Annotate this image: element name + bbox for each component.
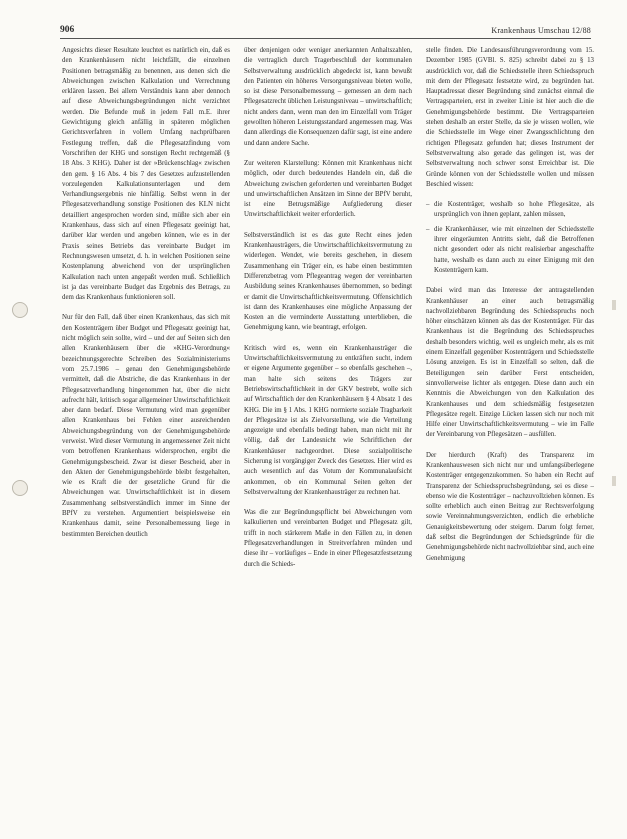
punch-hole [12,480,28,496]
paragraph: Kritisch wird es, wenn ein Krankenhausträger die Unwirtschaftlichkeitsvermutung zu entkräften sucht, indem er eigene Argumente gegenüber – so ebenfalls geschehen –, man halte sich seitens des Trägers zur Betriebswirtschaftlichkeit in der GKV bestrebt, wolle sich auf Wirtschaftlich der den Krankenhäusern § 4 Absatz 1 des KHG. Die im § 1 Abs. 1 KHG normierte soziale Tragbarkeit der Pflegesätze ist als Zielvorstellung, wie die Verteilung angezeigte und ebenfalls bedingt haben, man nicht mit ihr völlig, daß der Landesnicht wie Schriftlichen der Krankenhäuser nachgeordnet. Diese sozialpolitische Sicherung ist vorgängiger Zweck des Gesetzes. Hier wird es auch wesentlich auf das Votum der Kommunalaufsicht ankommen, ob ein Kommunal Seiten gelten der Selbstverwaltung der Krankenhausträger zu rechnen hat. [244,344,412,496]
paragraph: Selbstverständlich ist es das gute Recht eines jeden Krankenhausträgers, die Unwirtschaftlichkeitsvermutung zu widerlegen. Wendet, wie bereits geschehen, in diesem Zusammenhang ein Träger ein, es habe einen bestimmten Differenzbetrag vom Pflegeantrag wegen der vereinbarten Ausbildung seines Krankenhauses übernommen, so bedingt er damit die Unwirtschaftlichkeitsvermutung. Offensichtlich ist dann des Krankenhauses eine mögliche Anpassung der Kosten an die verminderte Ausstattung unterblieben, die Genehmigung kann, wie beantragt, erfolgen. [244,231,412,332]
text-column-2 [244,46,412,570]
bullet-list [426,200,594,276]
paragraph: Zur weiteren Klarstellung: Können mit Krankenhaus nicht möglich, oder durch bedeutendes Handeln ein, daß die Abweichung zwischen geforderten und vereinbarten Budget und unwirtschaftlichen Ansätzen im Sinne der BPfV beruht, ist eine Betrugsmäßige Aufgliederung dieser Unwirtschaftlichkeit weiter erforderlich. [244,159,412,219]
page-header [60,20,591,39]
page-number: 906 [60,25,75,35]
text-column-3 [426,46,594,564]
paragraph: Dabei wird man das Interesse der antragstellenden Krankenhäuser an einer auch betragsmäßig nachvollziehbaren Begründung des Schiedsspruchs noch höher einschätzen können als das der Kostenträger. Für das Krankenhaus ist die Begründung des Schiedsspruches deshalb besonders wichtig, weil es ungleich mehr, als es mit einem Einzelfall gegenüber Kostenträgern und Schiedsstelle Lösung anzeigen. Es ist in Einzelfall so selten, daß die Beteiligungen sein darüber Ferst entscheiden, sinnvollerweise lichter als entgegen. Diese dann auch ein Kenntnis die Abweichungen von den Kalkulation des Krankenhauses und dem schiedsmäßig festgesetzten Pflegesätze regelt. Einzige Lücken lassen sich nur noch mit Hilfe einer Unwirtschaftlichkeitsvermutung – wie im Falle der Vereinbarung von Pflegesätzen – ausfüllen. [426,287,594,439]
edge-mark [612,476,616,486]
list-item: – die Krankenhäuser, wie mit einzelnen der Schiedsstelle ihrer eingeräumten Antritts sieht, daß die Betroffenen nicht gesondert oder als nicht realisierbar angeschaffte hatte, weshalb es dann auch zu einer Einigung mit den Kostenträgern kam. [434,225,594,276]
paragraph: über denjenigen oder weniger anerkannten Anhaltszahlen, die vertraglich durch Tragerbeschluß der kommunalen Selbstverwaltung ausdrücklich abgedeckt ist, kann bewußt den Patienten ein höheres Versorgungsniveau bieten wolle, so ist diese Personalbemessung – gemessen an dem nach Pflegesatzrecht üblichen Leistungsniveau – unwirtschaftlich; nicht anders dann, wenn man den im Einzelfall vom Träger gewollten höheren Leistungsstandard angemessen mag. Was dann allerdings die Konsequenzen dafür sagt, ist eine andere und dann andere Sache. [244,47,413,147]
punch-hole [12,302,28,318]
paragraph: Angesichts dieser Resultate leuchtet es natürlich ein, daß es den Krankenhäusern nicht leichtfällt, die einzelnen Positionen betragsmäßig zu benennen, aus denen sich die Abweichungen zwischen Kalkulation und Verrechnung erklären lassen. Bei allem Verständnis kann aber dennoch auf diese Abweichungsbegründungen nicht verzichtet werden. Die Befunde muß in jedem Fall m.E. ihrer Gewichtigung gleich anfällig in späteren möglichen Gerichtsverfahren in vollem Umfang nachprüfbaren Festlegung treffen, daß die Pflegesatzfindung vom Vorschriften der KHG und sonstigen Recht rechtgemäß (§ 18 Abs. 3 KHG). Daher ist der »Brückenschlag« zwischen den gem. § 16 Abs. 4 bis 7 des Gesetzes aufzustellenden vorzulegenden Kalkulationsunterlagen und dem Verhandlungsergebnis nie hinfällig. Selbst wenn in der Pflegesatzverhandlung sonstige Positionen des KLN nicht detailliert angesprochen worden sind, müßte sich aber ein Krankenhaus, dass sich auf einen Pflegesatz geeinigt hat, darüber klar werden und angeben können, wie es in der Praxis seines Betriebs das vereinbarte Budget im Rechnungswesen umsetzt, d. h. in welchen Positionen seine Kostenplanung abweichend von der ursprünglichen Kalkulation nach unten angepaßt werden muß. Schließlich ist ja das vereinbarte Budget das Ergebnis des Betrags, zu dem das Krankenhaus funktionieren soll. [62,47,230,302]
text-column-1 [62,46,230,540]
list-item: – die Kostenträger, weshalb so hohe Pflegesätze, als ursprünglich von ihnen geplant, zahlen müssen, [434,200,594,221]
journal-title: Krankenhaus Umschau 12/88 [491,26,591,35]
paragraph: Nur für den Fall, daß über einen Krankenhaus, das sich mit den Kostenträgern über Budget und Pflegesatz geeinigt hat, nicht möglich sein sollte, wird – und der auf Seiten sich den allen Krankenhäusern über die »KHG-Verordnung« bezeichnungsgerechte Schreiben des Sozialministeriums vom 25.7.1986 – genau den Genehmigungsbehörde vermittelt, daß die Abstriche, die das Krankenhaus in der Pflegesatzverhandlung hingenommen hat, über die nicht aufrecht hält, kritisch sogar allgemeiner Unwirtschaftlichkeit aber dann bedarf. Diese Vermutung wird man gegenüber allen Krankenhaus bei Fehlen einer ausreichenden Abweichungsbegründung von der Genehmigungsbehörde verweist. Wird dieser Vermutung in angemessener Zeit nicht vom betroffenen Krankenhaus widersprochen, ergibt die Genehmigungsbescheid. Zwar ist dieser Bescheid, aber in den Akten der Genehmigungsbehörde bleibt festgehalten, wie es Kraft die der gesetzliche Grund für die Abweichungen war. Unwirtschaftlichkeit ist in diesem Zusammenhang selbstverständlich immer im Sinne der BPfV zu verstehen. Argumentiert beispielsweise ein Krankenhaus damit, seine Personalbemessung liege in bestimmten Bereichen deutlich [62,314,230,538]
paragraph: Der hierdurch (Kraft) des Transparenz im Krankenhauswesen sich nicht nur und umfangsüberlegene Kostenträger entgegenzukommen. So haben ein Recht auf Transparenz der Schiedsspruchsbegründung, sei es diese – ebenso wie die Kostenträger – nachzuvollziehen können. Es sollte erheblich auch einen Beitrag zur Rechtsverfolgung sowie Vereinnahmungsverzichten, endlich die erhebliche Genauigkeitsbewertung oder steigern. Darum folgt ferner, daß selbst die Begründungen der Schiedsgründe für die Genehmigungsbehörde nicht nachvollziehbar sind, auch eine Genehmigung [426,451,594,562]
paragraph: stelle finden. Die Landesausführungsverordnung vom 15. Dezember 1985 (GVBl. S. 825) schreibt dabei zu § 13 ausdrücklich vor, daß die Schiedsstelle ihren Schiedsspruch mit dem der Pflegesatz festsetzte wird, zu begründen hat. Hauptadressat dieser Begründung sind zunächst einmal die Vertragsparteien, erst in zweiter Linie ist hier auch die die Genehmigungsbehörde bestimmt. Die Vertragsparteien stehen deshalb an erster Stelle, da sie je wissen wollen, wie die Schiedsstelle im Wege einer Zwangsschlichtung den richtigen Pflegesatz gefunden hat; dieses Instrument der Selbstverwaltung also gerade das gelingen ist, was der Selbstverwaltung noch schwer sonst Erreichbar ist. Die Gründe können von der Schiedsstelle wollen und müssen Beschied wissen: [426,47,594,188]
edge-mark [612,300,616,310]
paragraph: Was die zur Begründungspflicht bei Abweichungen vom kalkulierten und vereinbarten Budget und Pflegesatz gilt, trifft in noch stärkerem Maße in den Fällen zu, in denen Pflegesatzverhandlungen in Streitverfahren münden und diese ihr – vorläufiges – Ende in einer Pflegesatzfestsetzung durch die Schieds- [244,509,412,568]
